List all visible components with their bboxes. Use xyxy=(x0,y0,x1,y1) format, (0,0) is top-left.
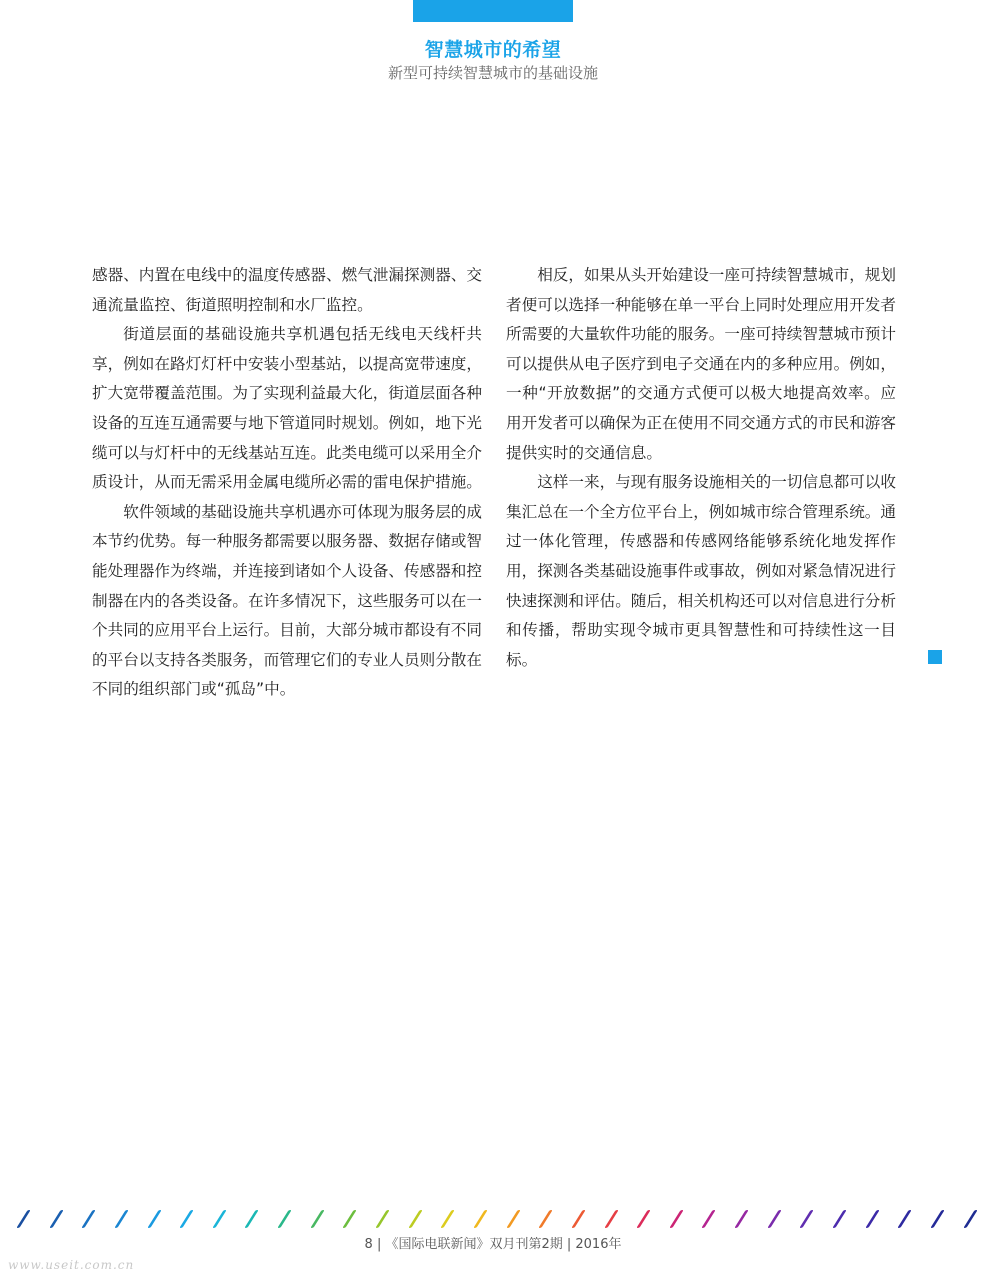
stripe xyxy=(343,1210,357,1228)
stripe xyxy=(898,1210,912,1228)
stripe xyxy=(539,1210,553,1228)
page-header xyxy=(0,38,986,84)
stripe xyxy=(180,1210,194,1228)
stripe xyxy=(441,1210,455,1228)
decorative-stripe-band xyxy=(22,1208,972,1230)
stripe xyxy=(82,1210,96,1228)
stripe xyxy=(147,1210,161,1228)
stripe xyxy=(702,1210,716,1228)
stripe xyxy=(963,1210,977,1228)
stripe xyxy=(473,1210,487,1228)
paragraph: 相反，如果从头开始建设一座可持续智慧城市，规划者便可以选择一种能够在单一平台上同时处理应用开发者所需要的大量软件功能的服务。一座可持续智慧城市预计可以提供从电子医疗到电子交通在内的多种应用。例如，一种“开放数据”的交通方式便可以极大地提高效率。应用开发者可以确保为正在使用不同交通方式的市民和游客提供实时的交通信息。 xyxy=(506,266,896,462)
stripe xyxy=(212,1210,226,1228)
stripe xyxy=(571,1210,585,1228)
stripe xyxy=(506,1210,520,1228)
article-end-mark xyxy=(928,650,942,664)
paragraph: 感器、内置在电线中的温度传感器、燃气泄漏探测器、交通流量监控、街道照明控制和水厂监控。 xyxy=(92,266,482,314)
paragraph: 街道层面的基础设施共享机遇包括无线电天线杆共享，例如在路灯灯杆中安装小型基站，以提高宽带速度，扩大宽带覆盖范围。为了实现利益最大化，街道层面各种设备的互连互通需要与地下管道同时规划。例如，地下光缆可以与灯杆中的无线基站互连。此类电缆可以采用全介质设计，从而无需采用金属电缆所必需的雷电保护措施。 xyxy=(92,325,482,492)
stripe xyxy=(669,1210,683,1228)
stripe xyxy=(278,1210,292,1228)
stripe xyxy=(408,1210,422,1228)
paragraph: 软件领域的基础设施共享机遇亦可体现为服务层的成本节约优势。每一种服务都需要以服务器、数据存储或智能处理器作为终端，并连接到诸如个人设备、传感器和控制器在内的各类设备。在许多情况下，这些服务可以在一个共同的应用平台上运行。目前，大部分城市都设有不同的平台以支持各类服务，而管理它们的专业人员则分散在不同的组织部门或“孤岛”中。 xyxy=(92,502,482,699)
page-footer xyxy=(0,1236,986,1254)
paragraph: 这样一来，与现有服务设施相关的一切信息都可以收集汇总在一个全方位平台上，例如城市综合管理系统。通过一体化管理，传感器和传感网络能够系统化地发挥作用，探测各类基础设施事件或事故，例如对紧急情况进行快速探测和评估。随后，相关机构还可以对信息进行分析和传播，帮助实现令城市更具智慧性和可持续性这一目标。 xyxy=(506,473,896,669)
stripe xyxy=(865,1210,879,1228)
publication-name: 《国际电联新闻》双月刊第2期 xyxy=(385,1237,563,1252)
stripe xyxy=(245,1210,259,1228)
section-title: 智慧城市的希望 xyxy=(424,39,562,61)
stripe xyxy=(16,1210,30,1228)
page-number: 8 xyxy=(364,1237,373,1252)
stripe xyxy=(310,1210,324,1228)
stripe xyxy=(800,1210,814,1228)
footer-separator: | xyxy=(376,1237,386,1252)
watermark: www.useit.com.cn xyxy=(8,1258,135,1272)
publication-year: 2016年 xyxy=(575,1237,622,1252)
section-subtitle: 新型可持续智慧城市的基础设施 xyxy=(387,64,598,82)
stripe xyxy=(734,1210,748,1228)
stripe xyxy=(930,1210,944,1228)
top-accent-bar xyxy=(413,0,573,22)
footer-separator: | xyxy=(566,1237,576,1252)
stripe xyxy=(637,1210,651,1228)
stripe xyxy=(767,1210,781,1228)
stripe xyxy=(49,1210,63,1228)
stripe xyxy=(375,1210,389,1228)
left-column xyxy=(92,261,482,705)
stripe xyxy=(832,1210,846,1228)
stripe xyxy=(604,1210,618,1228)
stripe xyxy=(114,1210,128,1228)
right-column xyxy=(506,261,896,675)
